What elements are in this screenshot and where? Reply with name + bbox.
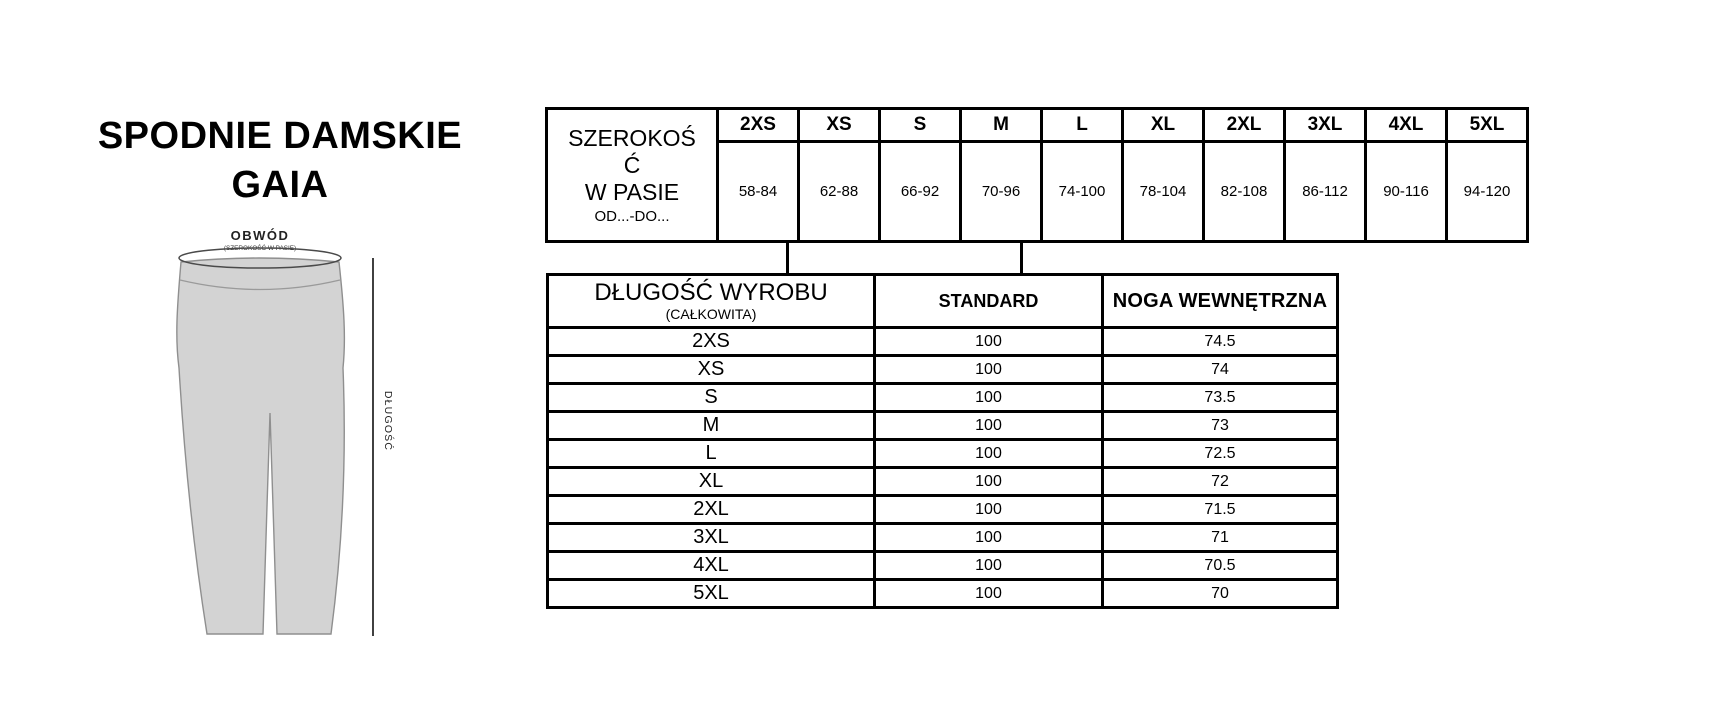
length-row-xs — [548, 356, 1338, 384]
length-table-header-row — [548, 275, 1338, 328]
range-2xl: 82-108 — [1204, 142, 1285, 242]
size-header-2xl: 2XL — [1204, 109, 1285, 142]
waist-circumference-label: OBWÓD — [230, 228, 290, 243]
size-header-l: L — [1042, 109, 1123, 142]
length-row-5xl — [548, 580, 1338, 608]
length-row-2xs — [548, 328, 1338, 356]
pants-shape — [177, 258, 345, 634]
width-header-sub: OD...-DO... — [594, 207, 670, 225]
table-connector-line-right — [1020, 240, 1023, 275]
size-label: XS — [548, 356, 875, 384]
length-row-s — [548, 384, 1338, 412]
length-header-label: DŁUGOŚĆ WYROBU — [594, 279, 828, 306]
size-header-2xs: 2XS — [718, 109, 799, 142]
standard-value: 100 — [875, 524, 1103, 552]
size-header-m: M — [961, 109, 1042, 142]
inner-leg-value: 74.5 — [1103, 328, 1338, 356]
range-xl: 78-104 — [1123, 142, 1204, 242]
table-connector-line-left — [786, 240, 789, 275]
range-xs: 62-88 — [799, 142, 880, 242]
length-row-m — [548, 412, 1338, 440]
inner-leg-value: 73 — [1103, 412, 1338, 440]
waist-width-table — [545, 107, 1529, 243]
inner-leg-header-cell: NOGA WEWNĘTRZNA — [1103, 275, 1338, 328]
inner-leg-value: 74 — [1103, 356, 1338, 384]
range-5xl: 94-120 — [1447, 142, 1528, 242]
length-row-xl — [548, 468, 1338, 496]
size-label: XL — [548, 468, 875, 496]
standard-value: 100 — [875, 580, 1103, 608]
product-length-table — [546, 273, 1339, 609]
size-label: 3XL — [548, 524, 875, 552]
length-header-sublabel: (CAŁKOWITA) — [665, 306, 757, 322]
size-header-xs: XS — [799, 109, 880, 142]
width-table-size-row — [547, 109, 1528, 142]
size-header-3xl: 3XL — [1285, 109, 1366, 142]
length-header-cell — [548, 275, 875, 328]
inner-leg-value: 71.5 — [1103, 496, 1338, 524]
width-header-line3: W PASIE — [584, 178, 680, 205]
standard-value: 100 — [875, 356, 1103, 384]
size-label: M — [548, 412, 875, 440]
range-3xl: 86-112 — [1285, 142, 1366, 242]
size-header-xl: XL — [1123, 109, 1204, 142]
standard-value: 100 — [875, 412, 1103, 440]
standard-value: 100 — [875, 552, 1103, 580]
standard-value: 100 — [875, 468, 1103, 496]
standard-value: 100 — [875, 440, 1103, 468]
length-row-l — [548, 440, 1338, 468]
inner-leg-value: 73.5 — [1103, 384, 1338, 412]
size-label: S — [548, 384, 875, 412]
width-table-header-cell — [547, 109, 718, 242]
inner-leg-value: 72 — [1103, 468, 1338, 496]
size-header-5xl: 5XL — [1447, 109, 1528, 142]
standard-header-cell: STANDARD — [875, 275, 1103, 328]
length-row-3xl — [548, 524, 1338, 552]
range-s: 66-92 — [880, 142, 961, 242]
range-2xs: 58-84 — [718, 142, 799, 242]
size-header-s: S — [880, 109, 961, 142]
standard-value: 100 — [875, 328, 1103, 356]
width-header-line2: Ć — [623, 151, 641, 178]
size-header-4xl: 4XL — [1366, 109, 1447, 142]
inner-leg-value: 72.5 — [1103, 440, 1338, 468]
page-title — [55, 112, 505, 210]
page-title-line2: GAIA — [231, 164, 329, 206]
width-header-line1: SZEROKOŚ — [568, 124, 696, 151]
size-label: 2XL — [548, 496, 875, 524]
waist-circumference-sublabel: (SZEROKOŚĆ W PASIE) — [223, 245, 297, 252]
inner-leg-value: 71 — [1103, 524, 1338, 552]
length-row-4xl — [548, 552, 1338, 580]
length-label: DŁUGOŚĆ — [382, 390, 394, 452]
standard-value: 100 — [875, 384, 1103, 412]
inner-leg-value: 70.5 — [1103, 552, 1338, 580]
range-m: 70-96 — [961, 142, 1042, 242]
standard-value: 100 — [875, 496, 1103, 524]
size-label: 2XS — [548, 328, 875, 356]
page-title-line1: SPODNIE DAMSKIE — [97, 115, 463, 157]
size-label: 4XL — [548, 552, 875, 580]
pants-diagram — [163, 228, 398, 648]
range-4xl: 90-116 — [1366, 142, 1447, 242]
size-label: L — [548, 440, 875, 468]
size-label: 5XL — [548, 580, 875, 608]
length-row-2xl — [548, 496, 1338, 524]
range-l: 74-100 — [1042, 142, 1123, 242]
inner-leg-value: 70 — [1103, 580, 1338, 608]
